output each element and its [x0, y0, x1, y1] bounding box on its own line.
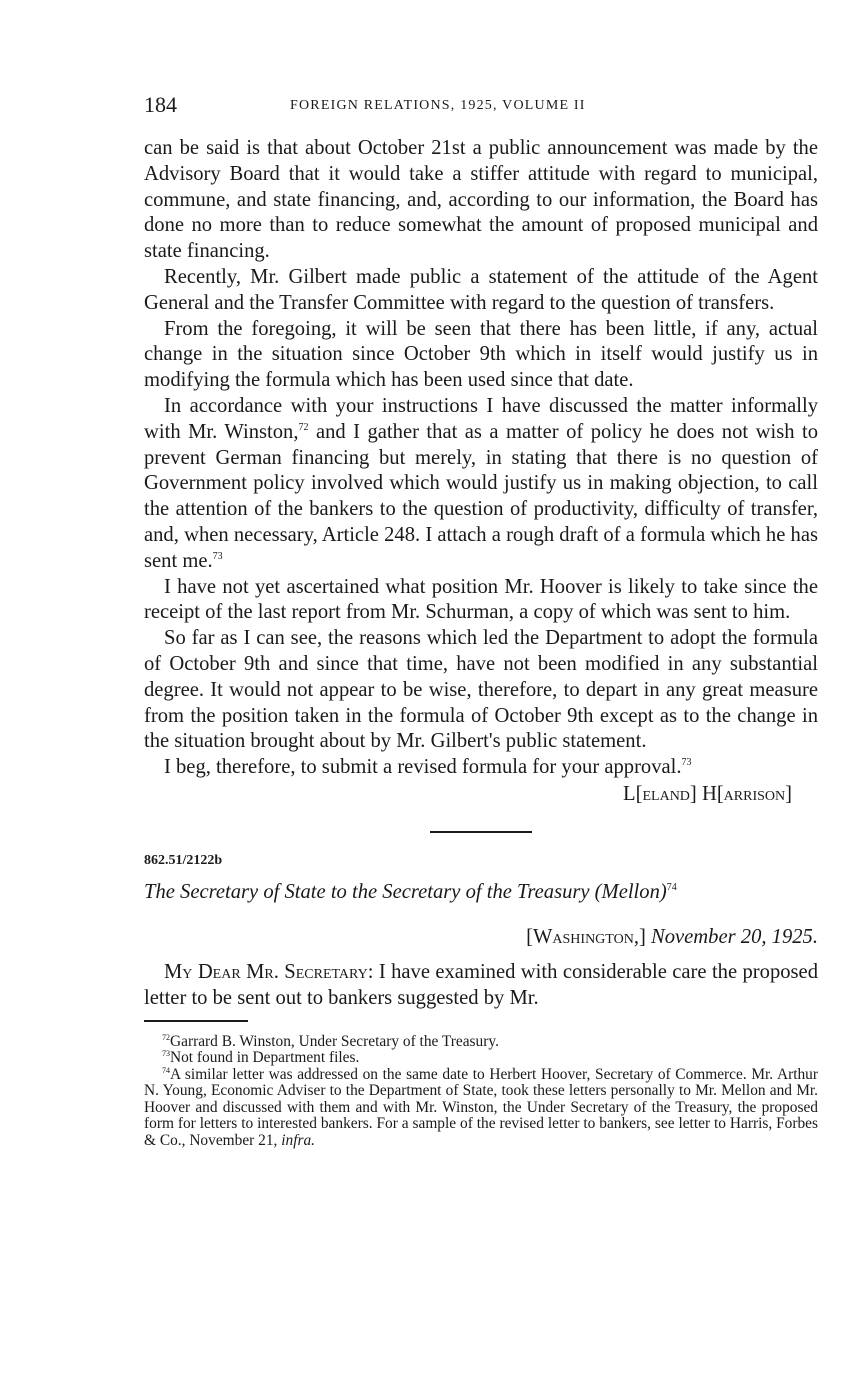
footnote-text-italic: infra.	[281, 1131, 315, 1149]
footnotes	[144, 1034, 818, 1150]
memo-body	[144, 136, 818, 781]
signature-initial: L	[623, 782, 636, 805]
file-number: 862.51/2122b	[144, 852, 223, 868]
signature-name-part: eland	[642, 782, 690, 805]
footnote-number: 74	[162, 1065, 170, 1075]
page-number: 184	[144, 92, 177, 117]
footnote-ref[interactable]: 72	[298, 421, 309, 433]
paragraph: can be said is that about October 21st a public announcement was made by the Advisory Board that it would take a stiffer attitude with regard to municipal, commune, and state financing, and, according to our information, the Board has done no more than to reduce somewhat the amount of proposed municipal and state financing.	[144, 137, 818, 263]
dateline-place: Washington,	[532, 925, 639, 948]
signature: L[eland] H[arrison]	[623, 782, 792, 805]
paragraph: From the foregoing, it will be seen that there has been little, if any, actual change in the situation since October 9th which in itself would justify us in modifying the formula which has been used since that date.	[144, 317, 818, 392]
footnote-ref[interactable]: 73	[212, 550, 223, 562]
footnote-number: 73	[162, 1049, 170, 1059]
document-title-text: The Secretary of State to the Secretary of the Treasury (Mellon)	[144, 880, 667, 903]
footnote-number: 72	[162, 1032, 170, 1042]
footnote	[144, 1050, 818, 1067]
paragraph-text: I beg, therefore, to submit a revised formula for your approval.	[164, 756, 682, 779]
footnote-ref[interactable]: 73	[681, 757, 692, 769]
footnote-text: Garrard B. Winston, Under Secretary of the Treasury.	[170, 1032, 499, 1050]
footnote-text: Not found in Department files.	[170, 1049, 360, 1067]
running-head: FOREIGN RELATIONS, 1925, VOLUME II	[290, 98, 586, 113]
paragraph-text: In accordance with your instructions I have discussed the matter informally with Mr. Winston,	[144, 394, 818, 443]
paragraph: I have not yet ascertained what position Mr. Hoover is likely to take since the receipt of the last report from Mr. Schurman, a copy of which was sent to him.	[144, 575, 818, 624]
footnote	[144, 1034, 818, 1051]
dateline-date: November 20, 1925.	[650, 925, 818, 948]
document-page	[144, 92, 818, 1149]
footnote-text: A similar letter was addressed on the same date to Herbert Hoover, Secretary of Commerce. Mr. Arthur N. Young, Economic Adviser to the Department of State, took these letters personally to Mr. Mellon and Mr. Hoover and discussed with them and with Mr. Winston, the Under Secretary of the Treasury, the proposed form for letters to interested bankers. For a sample of the revised letter to bankers, see letter to Harris, Forbes & Co., November 21,	[144, 1065, 818, 1149]
section-divider	[430, 831, 532, 833]
page-header	[144, 92, 818, 124]
footnote	[144, 1067, 818, 1150]
paragraph-text: and I gather that as a matter of policy he does not wish to prevent German financing but merely, in stating that there is no question of Government policy involved which would justify us in making objection, to call the attention of the bankers to the question of productivity, difficulty of transfer, and, when necessary, Article 248. I attach a rough draft of a formula which he has sent me.	[144, 420, 818, 572]
paragraph	[144, 755, 818, 781]
paragraph: Recently, Mr. Gilbert made public a statement of the attitude of the Agent General and the Transfer Committee with regard to the question of transfers.	[144, 265, 818, 314]
salutation: My Dear Mr. Secretary:	[164, 960, 374, 983]
paragraph: So far as I can see, the reasons which led the Department to adopt the formula of October 9th and since that time, have not been modified in any substantial degree. It would not appear to be wise, therefore, to depart in any great measure from the position taken in the formula of October 9th except as to the change in the situation brought about by Mr. Gilbert's public statement.	[144, 627, 818, 753]
paragraph	[144, 394, 818, 575]
footnote-rule	[144, 1020, 248, 1022]
document-title	[144, 881, 818, 904]
signature-name-part: arrison	[723, 782, 786, 805]
dateline: [Washington,] November 20, 1925.	[526, 925, 818, 948]
footnote-ref[interactable]: 74	[666, 882, 677, 894]
letter-text: I have examined with considerable care the proposed letter to be sent out to bankers suggested by Mr.	[144, 960, 818, 1009]
letter-body	[144, 959, 818, 1011]
signature-initial: H	[701, 782, 717, 805]
